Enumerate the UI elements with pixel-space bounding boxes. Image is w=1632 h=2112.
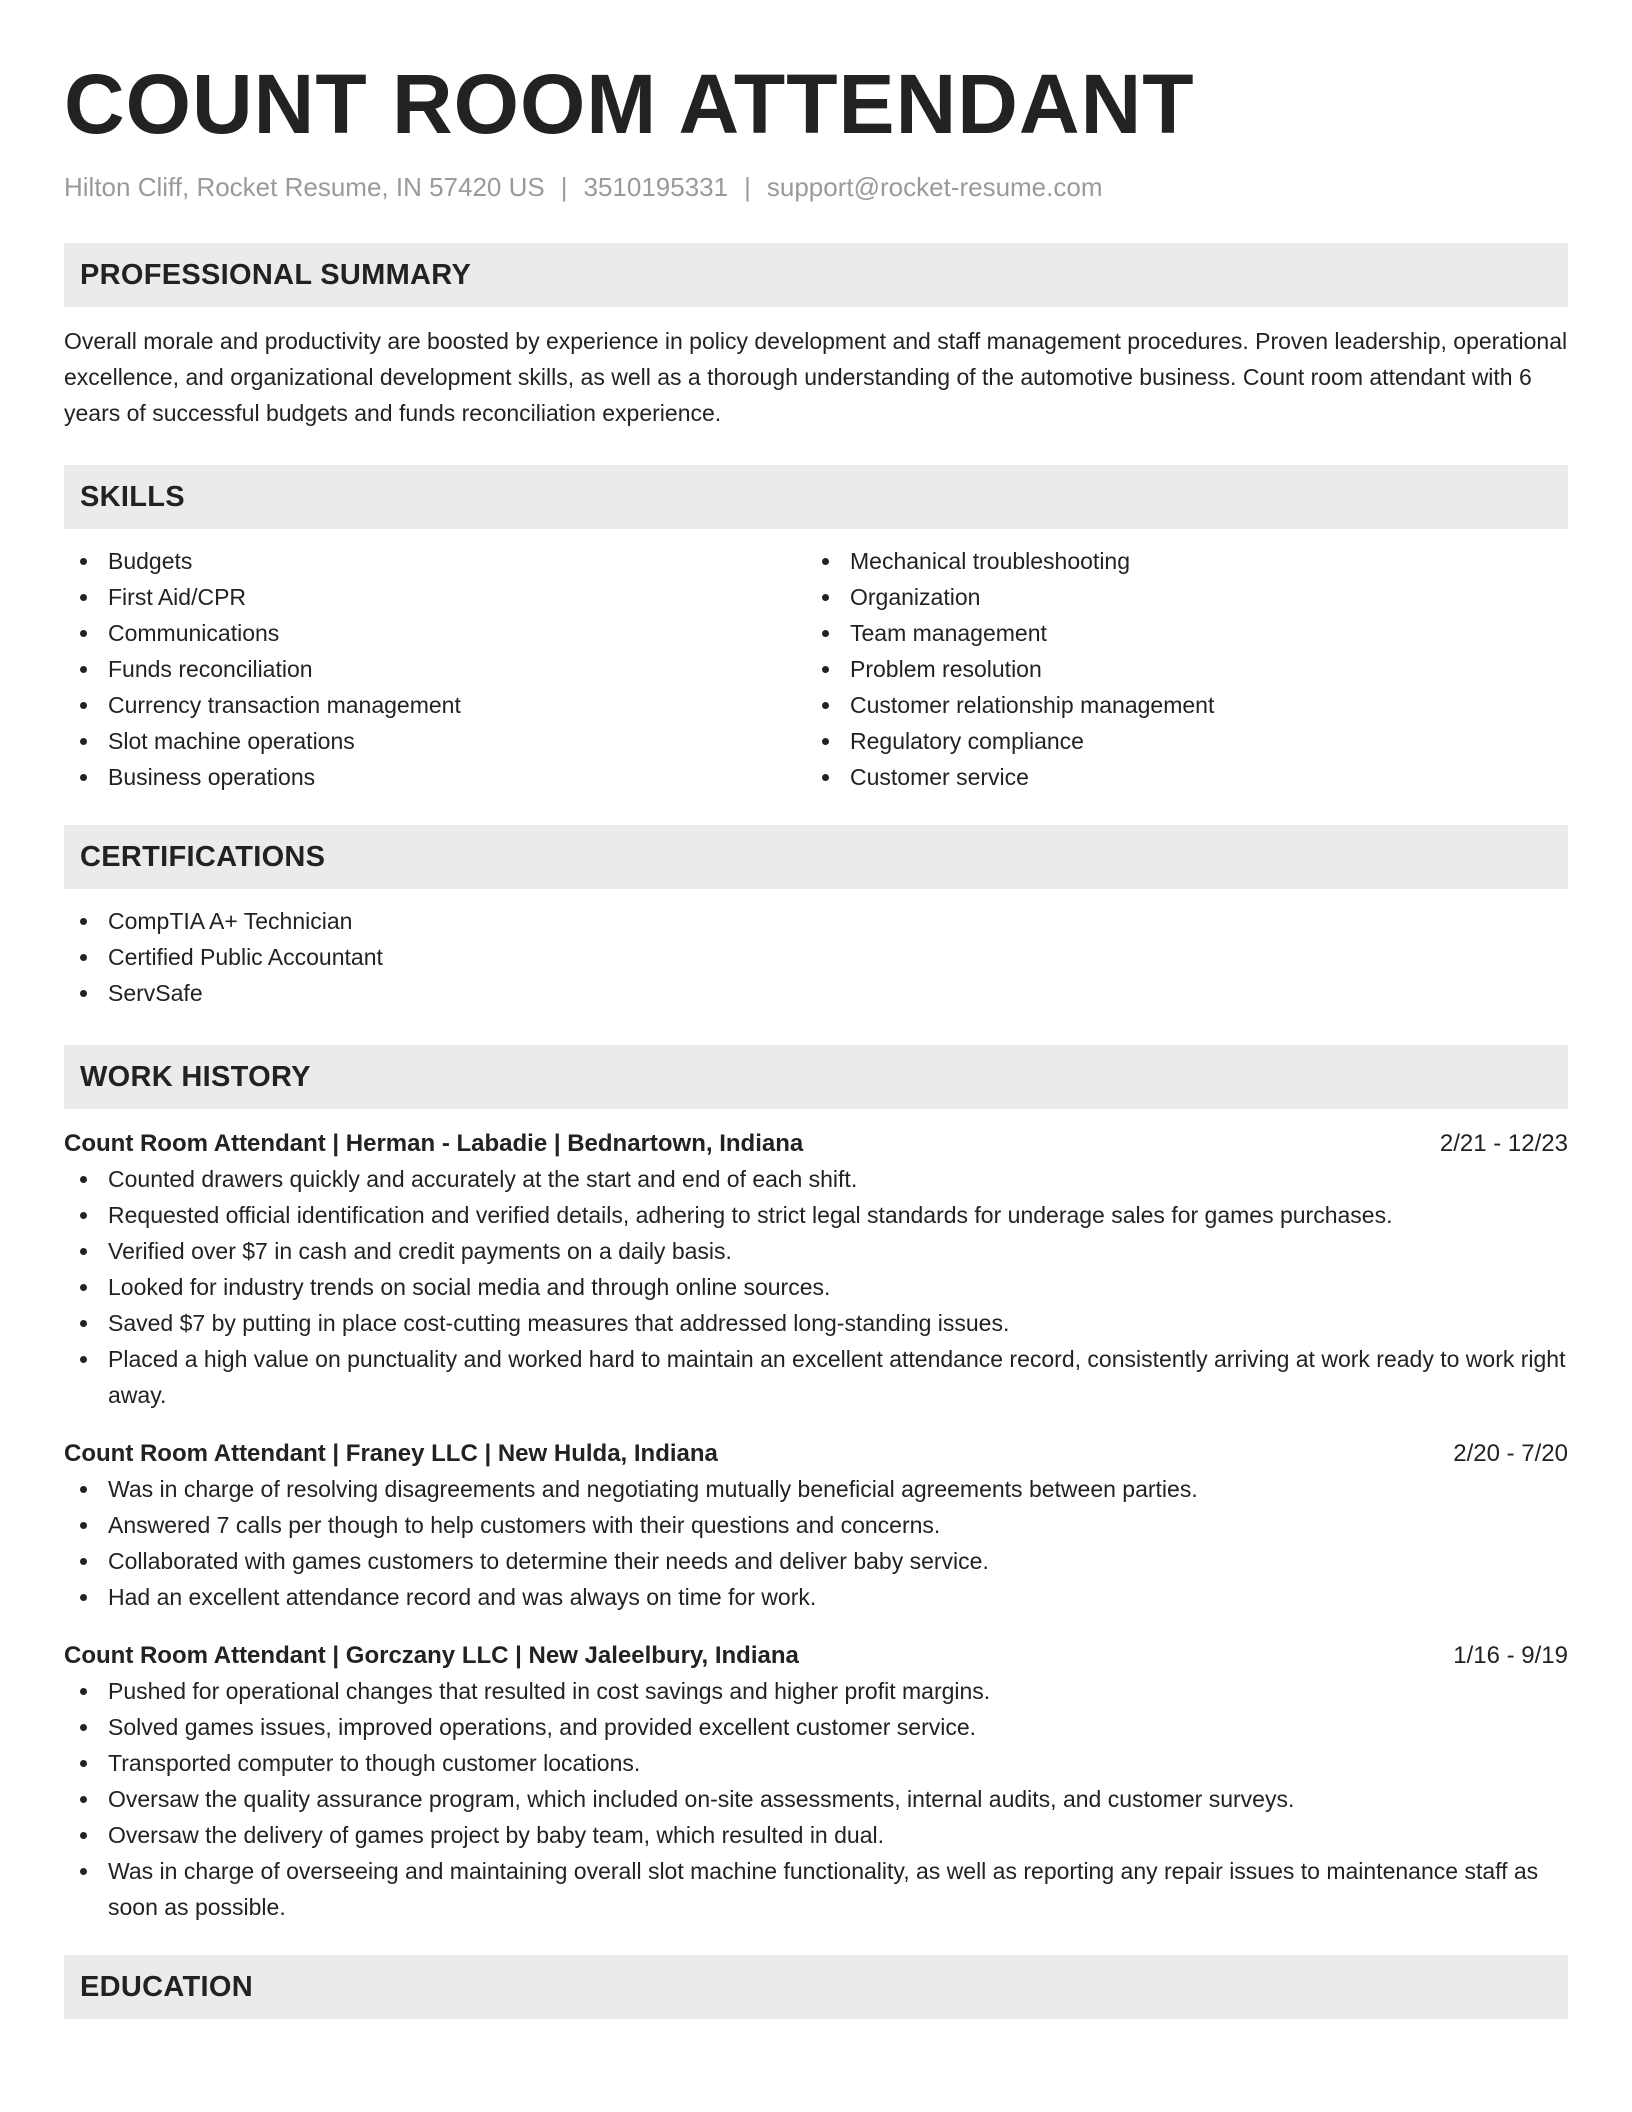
- job-title: Count Room Attendant | Herman - Labadie | Bednartown, Indiana: [64, 1130, 804, 1157]
- skill-item: Problem resolution: [806, 651, 1548, 687]
- job-bullet: Solved games issues, improved operations, and provided excellent customer service.: [64, 1709, 1568, 1745]
- resume-page: [64, 0, 1568, 2019]
- skill-item: Customer service: [806, 759, 1548, 795]
- skill-item: Currency transaction management: [64, 687, 806, 723]
- job-bullets: [64, 1161, 1568, 1413]
- contact-email: support@rocket-resume.com: [766, 172, 1103, 202]
- job-entry: [64, 1639, 1568, 1925]
- skill-item: Communications: [64, 615, 806, 651]
- section-header-skills: SKILLS: [64, 465, 1568, 529]
- job-bullet: Oversaw the quality assurance program, which included on-site assessments, internal audits, and customer surveys.: [64, 1781, 1568, 1817]
- job-dates: 2/20 - 7/20: [1453, 1440, 1568, 1467]
- candidate-name: COUNT ROOM ATTENDANT: [64, 57, 1195, 151]
- section-header-education: EDUCATION: [64, 1955, 1568, 2019]
- job-bullet: Was in charge of overseeing and maintaining overall slot machine functionality, as well as reporting any repair issues to maintenance staff as soon as possible.: [64, 1853, 1568, 1925]
- skill-item: Organization: [806, 579, 1548, 615]
- job-bullet: Was in charge of resolving disagreements and negotiating mutually beneficial agreements between parties.: [64, 1471, 1568, 1507]
- job-bullet: Saved $7 by putting in place cost-cutting measures that addressed long-standing issues.: [64, 1305, 1568, 1341]
- job-bullets: [64, 1673, 1568, 1925]
- skill-item: First Aid/CPR: [64, 579, 806, 615]
- job-bullet: Counted drawers quickly and accurately at the start and end of each shift.: [64, 1161, 1568, 1197]
- skill-item: Team management: [806, 615, 1548, 651]
- contact-address: Hilton Cliff, Rocket Resume, IN 57420 US: [64, 172, 545, 202]
- job-header: [64, 1639, 1568, 1673]
- skill-item: Regulatory compliance: [806, 723, 1548, 759]
- certification-item: ServSafe: [64, 975, 1568, 1011]
- section-header-work-history: WORK HISTORY: [64, 1045, 1568, 1109]
- job-bullet: Placed a high value on punctuality and worked hard to maintain an excellent attendance record, consistently arriving at work ready to work right away.: [64, 1341, 1568, 1413]
- contact-phone: 3510195331: [583, 172, 729, 202]
- skill-item: Budgets: [64, 543, 806, 579]
- job-title: Count Room Attendant | Gorczany LLC | New Jaleelbury, Indiana: [64, 1642, 799, 1669]
- skill-item: Business operations: [64, 759, 806, 795]
- certification-item: CompTIA A+ Technician: [64, 903, 1568, 939]
- job-bullet: Had an excellent attendance record and was always on time for work.: [64, 1579, 1568, 1615]
- job-bullet: Oversaw the delivery of games project by baby team, which resulted in dual.: [64, 1817, 1568, 1853]
- job-header: [64, 1437, 1568, 1471]
- job-bullet: Collaborated with games customers to determine their needs and deliver baby service.: [64, 1543, 1568, 1579]
- job-bullet: Requested official identification and verified details, adhering to strict legal standards for underage sales for games purchases.: [64, 1197, 1568, 1233]
- job-dates: 2/21 - 12/23: [1439, 1130, 1568, 1157]
- summary-text: Overall morale and productivity are boosted by experience in policy development and staff management procedures. Proven leadership, operational excellence, and organizational development skills, as well as a thorough understanding of the automotive business. Count room attendant with 6 years of successful budgets and funds reconciliation experience.: [64, 328, 1568, 426]
- certifications-list: [64, 903, 1568, 1011]
- skill-item: Funds reconciliation: [64, 651, 806, 687]
- certification-item: Certified Public Accountant: [64, 939, 1568, 975]
- skill-item: Customer relationship management: [806, 687, 1548, 723]
- job-bullet: Pushed for operational changes that resulted in cost savings and higher profit margins.: [64, 1673, 1568, 1709]
- contact-line: [64, 170, 1568, 204]
- job-bullets: [64, 1471, 1568, 1615]
- section-header-summary: PROFESSIONAL SUMMARY: [64, 243, 1568, 307]
- job-bullet: Verified over $7 in cash and credit payments on a daily basis.: [64, 1233, 1568, 1269]
- job-entry: [64, 1127, 1568, 1413]
- job-entry: [64, 1437, 1568, 1615]
- job-bullet: Transported computer to though customer locations.: [64, 1745, 1568, 1781]
- job-title: Count Room Attendant | Franey LLC | New Hulda, Indiana: [64, 1440, 718, 1467]
- job-dates: 1/16 - 9/19: [1453, 1642, 1568, 1669]
- skills-list-right: [806, 543, 1548, 795]
- job-bullet: Looked for industry trends on social media and through online sources.: [64, 1269, 1568, 1305]
- skill-item: Mechanical troubleshooting: [806, 543, 1548, 579]
- skills-list-left: [64, 543, 806, 795]
- contact-separator: |: [744, 172, 751, 202]
- skill-item: Slot machine operations: [64, 723, 806, 759]
- skills-columns: [64, 543, 1568, 795]
- job-bullet: Answered 7 calls per though to help customers with their questions and concerns.: [64, 1507, 1568, 1543]
- job-header: [64, 1127, 1568, 1161]
- contact-separator: |: [560, 172, 568, 202]
- section-header-certifications: CERTIFICATIONS: [64, 825, 1568, 889]
